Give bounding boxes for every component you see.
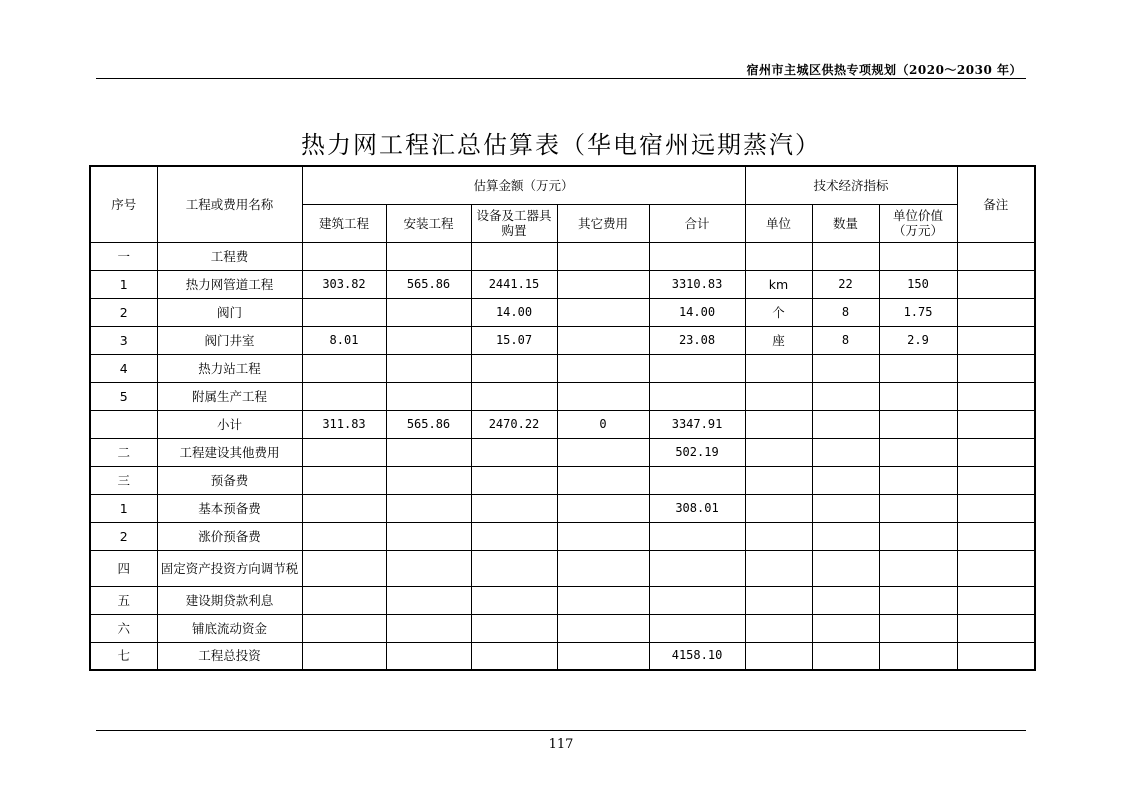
cell-remark bbox=[957, 438, 1035, 466]
cell-name: 预备费 bbox=[157, 466, 302, 494]
cell-other-cost bbox=[557, 586, 649, 614]
cell-name: 阀门井室 bbox=[157, 326, 302, 354]
cell-quantity bbox=[812, 354, 879, 382]
cell-remark bbox=[957, 410, 1035, 438]
cell-unit-price: 1.75 bbox=[879, 298, 957, 326]
cell-installation bbox=[386, 466, 471, 494]
cell-total: 3347.91 bbox=[649, 410, 745, 438]
header-installation: 安装工程 bbox=[386, 204, 471, 242]
cell-quantity: 8 bbox=[812, 326, 879, 354]
table-row bbox=[90, 354, 1035, 382]
cell-remark bbox=[957, 494, 1035, 522]
cell-quantity bbox=[812, 586, 879, 614]
cell-seq: 三 bbox=[90, 466, 157, 494]
table-row bbox=[90, 438, 1035, 466]
cell-quantity bbox=[812, 466, 879, 494]
cell-seq bbox=[90, 410, 157, 438]
cell-seq: 4 bbox=[90, 354, 157, 382]
cell-unit-price bbox=[879, 242, 957, 270]
cell-unit bbox=[745, 642, 812, 670]
cell-seq: 3 bbox=[90, 326, 157, 354]
cell-seq: 1 bbox=[90, 270, 157, 298]
page-number: 117 bbox=[548, 737, 574, 752]
cell-unit: km bbox=[745, 270, 812, 298]
cell-total: 23.08 bbox=[649, 326, 745, 354]
table-title: 热力网工程汇总估算表（华电宿州远期蒸汽） bbox=[301, 131, 821, 159]
cell-other-cost bbox=[557, 242, 649, 270]
table-row bbox=[90, 466, 1035, 494]
header-equipment: 设备及工器具购置 bbox=[471, 204, 557, 242]
cell-name: 热力站工程 bbox=[157, 354, 302, 382]
cell-other-cost bbox=[557, 438, 649, 466]
cell-remark bbox=[957, 354, 1035, 382]
cell-unit-price bbox=[879, 642, 957, 670]
cell-construction bbox=[302, 382, 386, 410]
cell-name: 热力网管道工程 bbox=[157, 270, 302, 298]
cell-remark bbox=[957, 614, 1035, 642]
cell-total bbox=[649, 354, 745, 382]
cell-unit-price: 150 bbox=[879, 270, 957, 298]
cell-equipment: 15.07 bbox=[471, 326, 557, 354]
cell-quantity: 22 bbox=[812, 270, 879, 298]
cell-construction: 311.83 bbox=[302, 410, 386, 438]
cell-other-cost bbox=[557, 550, 649, 586]
cell-construction bbox=[302, 466, 386, 494]
cell-name: 小计 bbox=[157, 410, 302, 438]
cell-equipment bbox=[471, 382, 557, 410]
cell-name: 工程建设其他费用 bbox=[157, 438, 302, 466]
cell-quantity bbox=[812, 642, 879, 670]
header-divider bbox=[96, 78, 1026, 79]
footer-divider bbox=[96, 730, 1026, 731]
cell-construction bbox=[302, 550, 386, 586]
header-indicator-group: 技术经济指标 bbox=[745, 166, 957, 204]
cell-unit-price: 2.9 bbox=[879, 326, 957, 354]
document-header: 宿州市主城区供热专项规划（2020～2030 年） bbox=[746, 63, 1022, 77]
table-row bbox=[90, 642, 1035, 670]
table-row bbox=[90, 326, 1035, 354]
cell-construction bbox=[302, 522, 386, 550]
cell-construction bbox=[302, 614, 386, 642]
cell-total: 308.01 bbox=[649, 494, 745, 522]
table-row bbox=[90, 410, 1035, 438]
cell-total: 4158.10 bbox=[649, 642, 745, 670]
cell-seq: 2 bbox=[90, 298, 157, 326]
cell-installation bbox=[386, 438, 471, 466]
cell-total bbox=[649, 614, 745, 642]
cell-seq: 5 bbox=[90, 382, 157, 410]
cell-unit-price bbox=[879, 494, 957, 522]
cell-equipment bbox=[471, 614, 557, 642]
cell-unit bbox=[745, 522, 812, 550]
cell-remark bbox=[957, 586, 1035, 614]
cell-remark bbox=[957, 326, 1035, 354]
cell-name: 工程费 bbox=[157, 242, 302, 270]
cell-other-cost bbox=[557, 270, 649, 298]
cell-installation bbox=[386, 614, 471, 642]
cell-equipment bbox=[471, 522, 557, 550]
cell-unit bbox=[745, 614, 812, 642]
cell-installation bbox=[386, 642, 471, 670]
header-other-cost: 其它费用 bbox=[557, 204, 649, 242]
cell-seq: 2 bbox=[90, 522, 157, 550]
cell-equipment bbox=[471, 466, 557, 494]
cell-total bbox=[649, 382, 745, 410]
cell-installation bbox=[386, 242, 471, 270]
cell-remark bbox=[957, 242, 1035, 270]
cell-remark bbox=[957, 642, 1035, 670]
header-construction: 建筑工程 bbox=[302, 204, 386, 242]
cell-remark bbox=[957, 382, 1035, 410]
table-body bbox=[90, 242, 1035, 670]
cell-equipment bbox=[471, 642, 557, 670]
cell-unit bbox=[745, 242, 812, 270]
cell-other-cost bbox=[557, 354, 649, 382]
header-estimate-group: 估算金额（万元） bbox=[302, 166, 745, 204]
cell-seq: 五 bbox=[90, 586, 157, 614]
cell-unit: 座 bbox=[745, 326, 812, 354]
cell-installation: 565.86 bbox=[386, 410, 471, 438]
cell-other-cost bbox=[557, 614, 649, 642]
cell-quantity bbox=[812, 242, 879, 270]
cell-unit-price bbox=[879, 466, 957, 494]
estimate-table bbox=[89, 165, 1036, 671]
table-row bbox=[90, 494, 1035, 522]
cell-unit bbox=[745, 494, 812, 522]
cell-unit-price bbox=[879, 354, 957, 382]
cell-seq: 1 bbox=[90, 494, 157, 522]
cell-installation bbox=[386, 494, 471, 522]
header-quantity: 数量 bbox=[812, 204, 879, 242]
cell-unit-price bbox=[879, 438, 957, 466]
cell-name: 铺底流动资金 bbox=[157, 614, 302, 642]
cell-name: 建设期贷款利息 bbox=[157, 586, 302, 614]
table-row bbox=[90, 550, 1035, 586]
cell-quantity bbox=[812, 522, 879, 550]
cell-total: 502.19 bbox=[649, 438, 745, 466]
cell-total bbox=[649, 522, 745, 550]
cell-name: 基本预备费 bbox=[157, 494, 302, 522]
cell-name: 阀门 bbox=[157, 298, 302, 326]
cell-other-cost bbox=[557, 522, 649, 550]
table-row bbox=[90, 270, 1035, 298]
table-row bbox=[90, 242, 1035, 270]
cell-unit bbox=[745, 438, 812, 466]
cell-total bbox=[649, 242, 745, 270]
cell-construction: 303.82 bbox=[302, 270, 386, 298]
cell-equipment bbox=[471, 586, 557, 614]
cell-unit-price bbox=[879, 522, 957, 550]
table-row bbox=[90, 298, 1035, 326]
cell-remark bbox=[957, 298, 1035, 326]
cell-name: 固定资产投资方向调节税 bbox=[157, 550, 302, 586]
cell-remark bbox=[957, 466, 1035, 494]
cell-unit-price bbox=[879, 382, 957, 410]
cell-name: 工程总投资 bbox=[157, 642, 302, 670]
cell-installation bbox=[386, 354, 471, 382]
cell-construction bbox=[302, 298, 386, 326]
cell-total: 14.00 bbox=[649, 298, 745, 326]
cell-seq: 七 bbox=[90, 642, 157, 670]
cell-quantity: 8 bbox=[812, 298, 879, 326]
cell-quantity bbox=[812, 438, 879, 466]
cell-name: 附属生产工程 bbox=[157, 382, 302, 410]
cell-construction bbox=[302, 242, 386, 270]
cell-seq: 六 bbox=[90, 614, 157, 642]
cell-other-cost: 0 bbox=[557, 410, 649, 438]
header-name: 工程或费用名称 bbox=[157, 166, 302, 242]
cell-unit bbox=[745, 410, 812, 438]
cell-quantity bbox=[812, 494, 879, 522]
cell-equipment bbox=[471, 550, 557, 586]
cell-seq: 二 bbox=[90, 438, 157, 466]
cell-seq: 一 bbox=[90, 242, 157, 270]
cell-installation bbox=[386, 550, 471, 586]
cell-quantity bbox=[812, 550, 879, 586]
header-total: 合计 bbox=[649, 204, 745, 242]
header-remark: 备注 bbox=[957, 166, 1035, 242]
cell-remark bbox=[957, 522, 1035, 550]
cell-construction bbox=[302, 354, 386, 382]
cell-equipment bbox=[471, 494, 557, 522]
cell-other-cost bbox=[557, 494, 649, 522]
cell-installation bbox=[386, 522, 471, 550]
cell-total bbox=[649, 550, 745, 586]
cell-quantity bbox=[812, 382, 879, 410]
cell-unit-price bbox=[879, 614, 957, 642]
cell-construction bbox=[302, 642, 386, 670]
cell-equipment bbox=[471, 242, 557, 270]
cell-other-cost bbox=[557, 326, 649, 354]
cell-equipment bbox=[471, 438, 557, 466]
cell-unit bbox=[745, 382, 812, 410]
cell-seq: 四 bbox=[90, 550, 157, 586]
cell-equipment bbox=[471, 354, 557, 382]
cell-unit-price bbox=[879, 550, 957, 586]
cell-remark bbox=[957, 270, 1035, 298]
cell-remark bbox=[957, 550, 1035, 586]
cell-construction bbox=[302, 494, 386, 522]
cell-construction: 8.01 bbox=[302, 326, 386, 354]
cell-unit: 个 bbox=[745, 298, 812, 326]
table-row bbox=[90, 382, 1035, 410]
header-unit: 单位 bbox=[745, 204, 812, 242]
header-unit-price: 单位价值（万元） bbox=[879, 204, 957, 242]
cell-total bbox=[649, 586, 745, 614]
cell-equipment: 2441.15 bbox=[471, 270, 557, 298]
cell-unit bbox=[745, 466, 812, 494]
cell-construction bbox=[302, 438, 386, 466]
table-row bbox=[90, 586, 1035, 614]
cell-other-cost bbox=[557, 466, 649, 494]
cell-other-cost bbox=[557, 642, 649, 670]
cell-equipment: 14.00 bbox=[471, 298, 557, 326]
table-row bbox=[90, 614, 1035, 642]
cell-total: 3310.83 bbox=[649, 270, 745, 298]
cell-unit-price bbox=[879, 586, 957, 614]
cell-quantity bbox=[812, 614, 879, 642]
cell-installation bbox=[386, 586, 471, 614]
cell-name: 涨价预备费 bbox=[157, 522, 302, 550]
cell-unit bbox=[745, 586, 812, 614]
header-seq: 序号 bbox=[90, 166, 157, 242]
cell-total bbox=[649, 466, 745, 494]
table-row bbox=[90, 522, 1035, 550]
cell-unit-price bbox=[879, 410, 957, 438]
cell-other-cost bbox=[557, 382, 649, 410]
cell-installation bbox=[386, 326, 471, 354]
cell-construction bbox=[302, 586, 386, 614]
cell-installation bbox=[386, 298, 471, 326]
cell-quantity bbox=[812, 410, 879, 438]
cell-installation bbox=[386, 382, 471, 410]
cell-other-cost bbox=[557, 298, 649, 326]
cell-installation: 565.86 bbox=[386, 270, 471, 298]
cell-unit bbox=[745, 550, 812, 586]
cell-equipment: 2470.22 bbox=[471, 410, 557, 438]
cell-unit bbox=[745, 354, 812, 382]
